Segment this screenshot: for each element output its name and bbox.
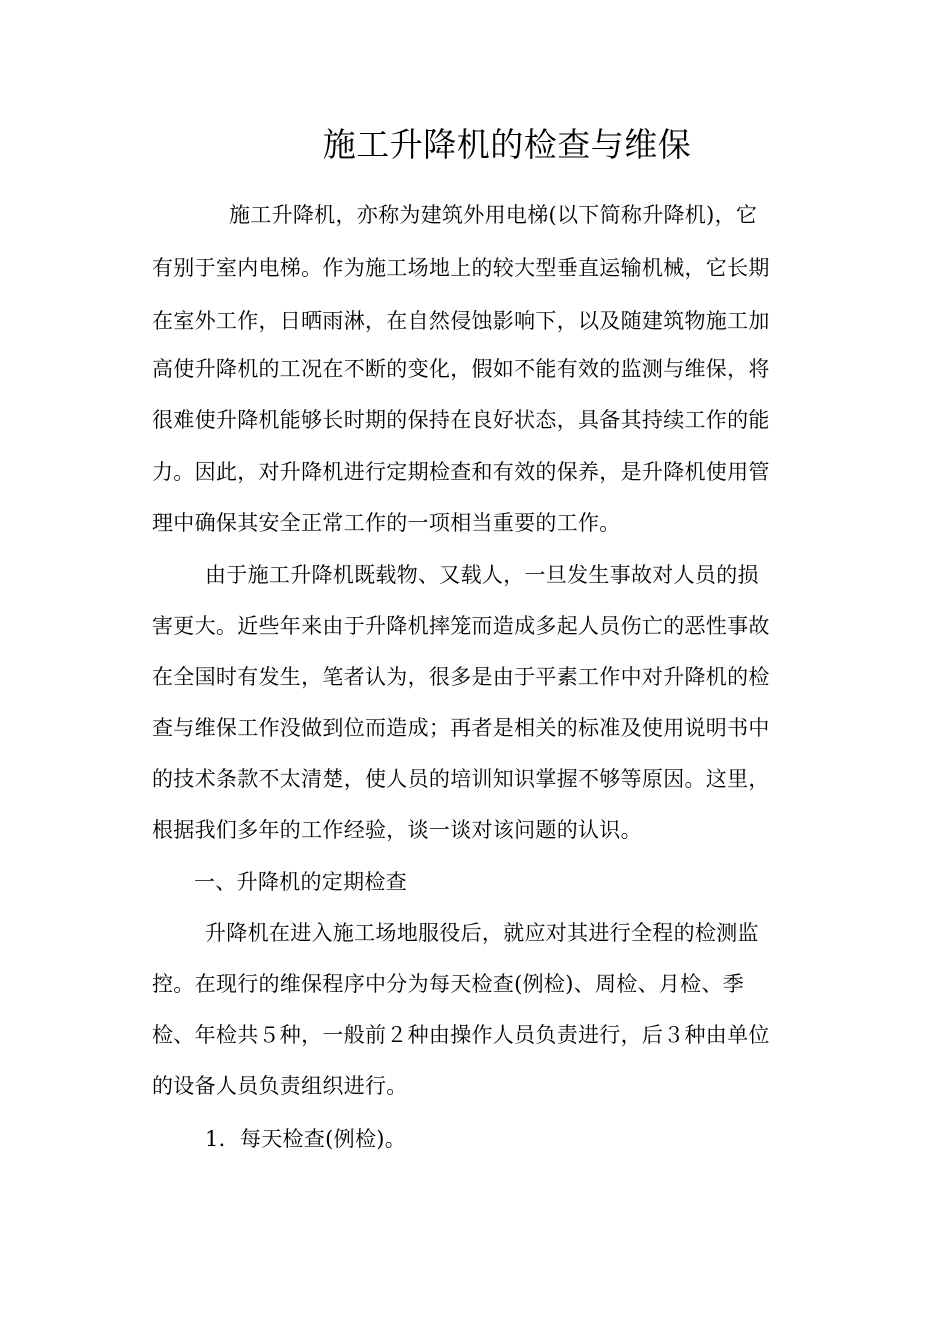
paragraph-3-line: 升降机在进入施工场地服役后，就应对其进行全程的检测监 [205, 921, 759, 945]
paragraph-1-line: 很难使升降机能够长时期的保持在良好状态，具备其持续工作的能 [152, 408, 770, 432]
paragraph-2-line: 在全国时有发生，笔者认为，很多是由于平素工作中对升降机的检 [152, 665, 770, 689]
paragraph-1-line: 高使升降机的工况在不断的变化，假如不能有效的监测与维保，将 [152, 357, 770, 381]
paragraph-2-line: 查与维保工作没做到位而造成；再者是相关的标准及使用说明书中 [152, 716, 770, 740]
paragraph-3-line: 的设备人员负责组织进行。 [152, 1074, 408, 1098]
paragraph-3-line: 检、年检共５种，一般前２种由操作人员负责进行，后３种由单位 [152, 1023, 770, 1047]
paragraph-3-line: 控。在现行的维保程序中分为每天检查(例检)、周检、月检、季 [152, 972, 745, 996]
paragraph-1-line: 施工升降机，亦称为建筑外用电梯(以下简称升降机)，它 [229, 203, 758, 227]
page-title: 施工升降机的检查与维保 [322, 125, 692, 164]
paragraph-1-line: 力。因此，对升降机进行定期检查和有效的保养，是升降机使用管 [152, 460, 770, 484]
paragraph-1-line: 在室外工作，日晒雨淋，在自然侵蚀影响下，以及随建筑物施工加 [152, 309, 770, 333]
paragraph-2-line: 害更大。近些年来由于升降机摔笼而造成多起人员伤亡的恶性事故 [152, 614, 770, 638]
paragraph-1-line: 有别于室内电梯。作为施工场地上的较大型垂直运输机械，它长期 [152, 256, 770, 280]
paragraph-2-line: 的技术条款不太清楚，使人员的培训知识掌握不够等原因。这里， [152, 767, 770, 791]
section-heading: 一、升降机的定期检查 [194, 870, 407, 894]
paragraph-2-line: 由于施工升降机既载物、又载人，一旦发生事故对人员的损 [205, 563, 759, 587]
paragraph-2-line: 根据我们多年的工作经验，谈一谈对该问题的认识。 [152, 818, 642, 842]
subsection-heading: 1．每天检查(例检)。 [205, 1127, 407, 1151]
paragraph-1-line: 理中确保其安全正常工作的一项相当重要的工作。 [152, 511, 621, 535]
